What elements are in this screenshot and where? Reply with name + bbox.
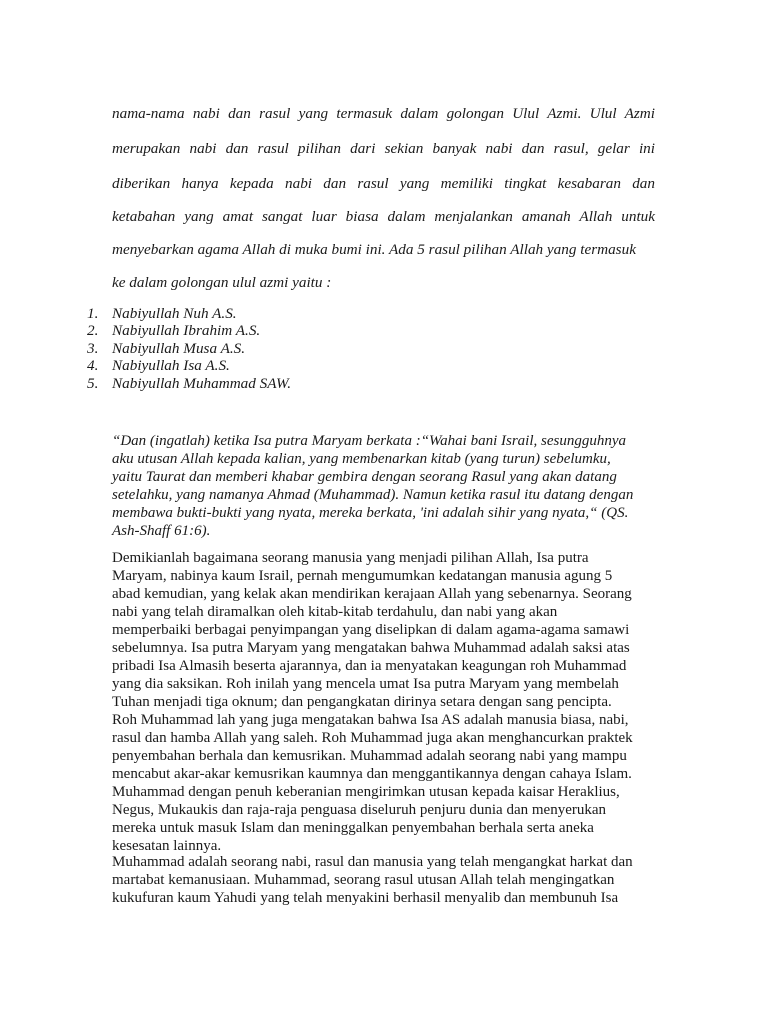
list-item <box>87 305 291 322</box>
quran-quote: “Dan (ingatlah) ketika Isa putra Maryam berkata :“Wahai bani Israil, sesungguhnya aku utusan Allah kepada kalian, yang membenarkan kitab (yang turun) sebelumku, yaitu Taurat dan memberi khabar gembira dengan seorang Rasul yang akan datang setelahku, yang namanya Ahmad (Muhammad). Namun ketika rasul itu datang dengan membawa bukti-bukti yang nyata, mereka berkata, 'ini adalah sihir yang nyata,“ (QS. Ash-Shaff 61:6). <box>112 433 634 539</box>
list-item <box>87 340 291 357</box>
list-number: 1. <box>87 305 99 322</box>
intro-line: ketabahan yang amat sangat luar biasa dalam menjalankan amanah Allah untuk <box>112 208 655 225</box>
list-text: Nabiyullah Nuh A.S. <box>112 305 237 322</box>
list-number: 2. <box>87 322 99 340</box>
list-text: Nabiyullah Muhammad SAW. <box>112 374 292 392</box>
list-number: 4. <box>87 357 99 375</box>
body-paragraph: Demikianlah bagaimana seorang manusia yang menjadi pilihan Allah, Isa putra Maryam, nabinya kaum Israil, pernah mengumumkan kedatangan manusia agung 5 abad kemudian, yang kelak akan mendirikan kerajaan Allah yang sebenarnya. Seorang nabi yang telah diramalkan oleh kitab-kitab terdahulu, dan nabi yang akan memperbaiki berbagai penyimpangan yang diselipkan di dalam agama-agama samawi sebelumnya. Isa putra Maryam yang mengatakan bahwa Muhammad adalah saksi atas pribadi Isa Almasih beserta ajarannya, dan ia menyatakan keagungan roh Muhammad yang dia saksikan. Roh inilah yang mencela umat Isa putra Maryam yang membelah Tuhan menjadi tiga oknum; dan pengangkatan dirinya setara dengan sang pencipta. Roh Muhammad lah yang juga mengatakan bahwa Isa AS adalah manusia biasa, nabi, rasul dan hamba Allah yang saleh. Roh Muhammad juga akan menghancurkan praktek penyembahan berhala dan kemusrikan. Muhammad adalah seorang nabi yang mampu mencabut akar-akar kemusrikan kaumnya dan menggantikannya dengan cahaya Islam. Muhammad dengan penuh keberanian mengirimkan utusan kepada kaisar Heraklius, Negus, Mukaukis dan raja-raja penguasa diseluruh penjuru dunia dan menyerukan mereka untuk masuk Islam dan meninggalkan penyembahan berhala serta aneka kesesatan lainnya. <box>112 550 633 854</box>
intro-line: nama-nama nabi dan rasul yang termasuk dalam golongan Ulul Azmi. Ulul Azmi <box>112 105 655 122</box>
intro-line: ke dalam golongan ulul azmi yaitu : <box>112 274 332 291</box>
intro-line: menyebarkan agama Allah di muka bumi ini. Ada 5 rasul pilihan Allah yang termasuk <box>112 241 636 258</box>
body-paragraph: Muhammad adalah seorang nabi, rasul dan manusia yang telah mengangkat harkat dan martabat kemanusiaan. Muhammad, seorang rasul utusan Allah telah mengingatkan kukufuran kaum Yahudi yang telah menyakini berhasil menyalib dan membunuh Isa <box>112 854 633 906</box>
list-item <box>87 375 291 392</box>
list-item <box>87 322 291 339</box>
list-item <box>87 357 291 374</box>
list-number: 3. <box>87 339 99 357</box>
ulul-azmi-list <box>87 305 291 392</box>
list-text: Nabiyullah Isa A.S. <box>112 357 230 375</box>
list-text: Nabiyullah Musa A.S. <box>112 339 246 357</box>
list-number: 5. <box>87 374 99 392</box>
intro-line: diberikan hanya kepada nabi dan rasul yang memiliki tingkat kesabaran dan <box>112 175 655 192</box>
list-text: Nabiyullah Ibrahim A.S. <box>112 322 261 340</box>
intro-line: merupakan nabi dan rasul pilihan dari sekian banyak nabi dan rasul, gelar ini <box>112 140 655 157</box>
